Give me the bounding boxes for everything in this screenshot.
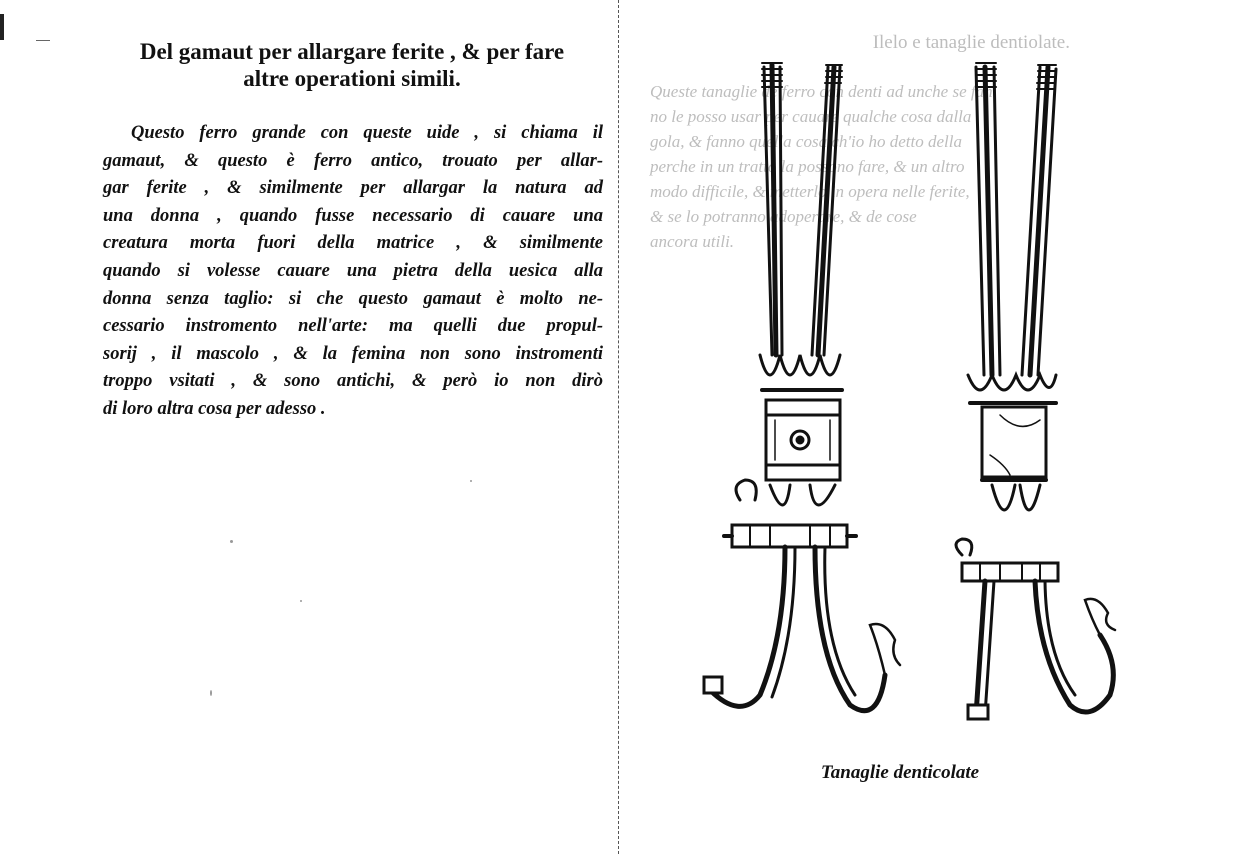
bleed-through-line: no le posso usar per cauare qualche cosa dalla	[650, 107, 972, 126]
paper-speck	[300, 600, 302, 602]
body-line: gar ferite , & similmente per allargar la natura ad	[103, 178, 603, 199]
paper-speck	[470, 480, 472, 482]
stray-mark	[36, 40, 50, 41]
body-paragraph	[103, 120, 603, 424]
toothed-forceps-icon	[700, 55, 1120, 745]
figure-caption: Tanaglie denticolate	[820, 762, 980, 783]
body-line: gamaut, & questo è ferro antico, trouato per allar-	[103, 150, 603, 171]
body-line: cessario instromento nell'arte: ma quelli due propul-	[103, 316, 603, 337]
body-line: creatura morta fuori della matrice , & similmente	[103, 233, 603, 254]
bleed-through-line: ancora utili.	[650, 232, 735, 251]
body-line: troppo vsitati , & sono antichi, & però io non dirò	[103, 371, 603, 392]
bleed-through-line: Queste tanaglie de ferro con denti ad unche se fan	[650, 82, 993, 101]
body-line: sorij , il mascolo , & la femina non sono instromenti	[103, 343, 603, 364]
body-line: di loro altra cosa per adesso .	[103, 398, 326, 419]
bleed-through-title: Ilelo e tanaglie dentiolate.	[872, 32, 1070, 53]
heading-line: Del gamaut per allargare ferite , & per fare	[139, 39, 565, 64]
heading-line: altre operationi simili.	[243, 66, 461, 91]
left-forceps	[704, 63, 900, 711]
page-edge-mark	[0, 14, 4, 40]
right-forceps	[956, 63, 1115, 719]
bleed-through-line: & se lo potranno adoperare, & de cose	[650, 207, 917, 226]
right-page	[620, 0, 1235, 854]
body-line: donna senza taglio: si che questo gamaut è molto ne-	[103, 288, 603, 309]
page-gutter	[618, 0, 619, 854]
paper-speck	[230, 540, 233, 543]
body-line: quando si volesse cauare una pietra della uesica alla	[103, 260, 603, 281]
bleed-through-line: gola, & fanno quella cosa ch'io ho detto della	[650, 132, 962, 151]
chapter-heading	[96, 38, 608, 92]
bleed-through-line: modo difficile, & metterlo in opera nelle ferite,	[650, 182, 970, 201]
body-line: Questo ferro grande con queste uide , si chiama il	[131, 123, 603, 143]
body-line: una donna , quando fusse necessario di cauare una	[103, 205, 603, 226]
paper-speck	[210, 690, 212, 696]
bleed-through-line: perche in un tratto la possono fare, & un altro	[650, 157, 965, 176]
